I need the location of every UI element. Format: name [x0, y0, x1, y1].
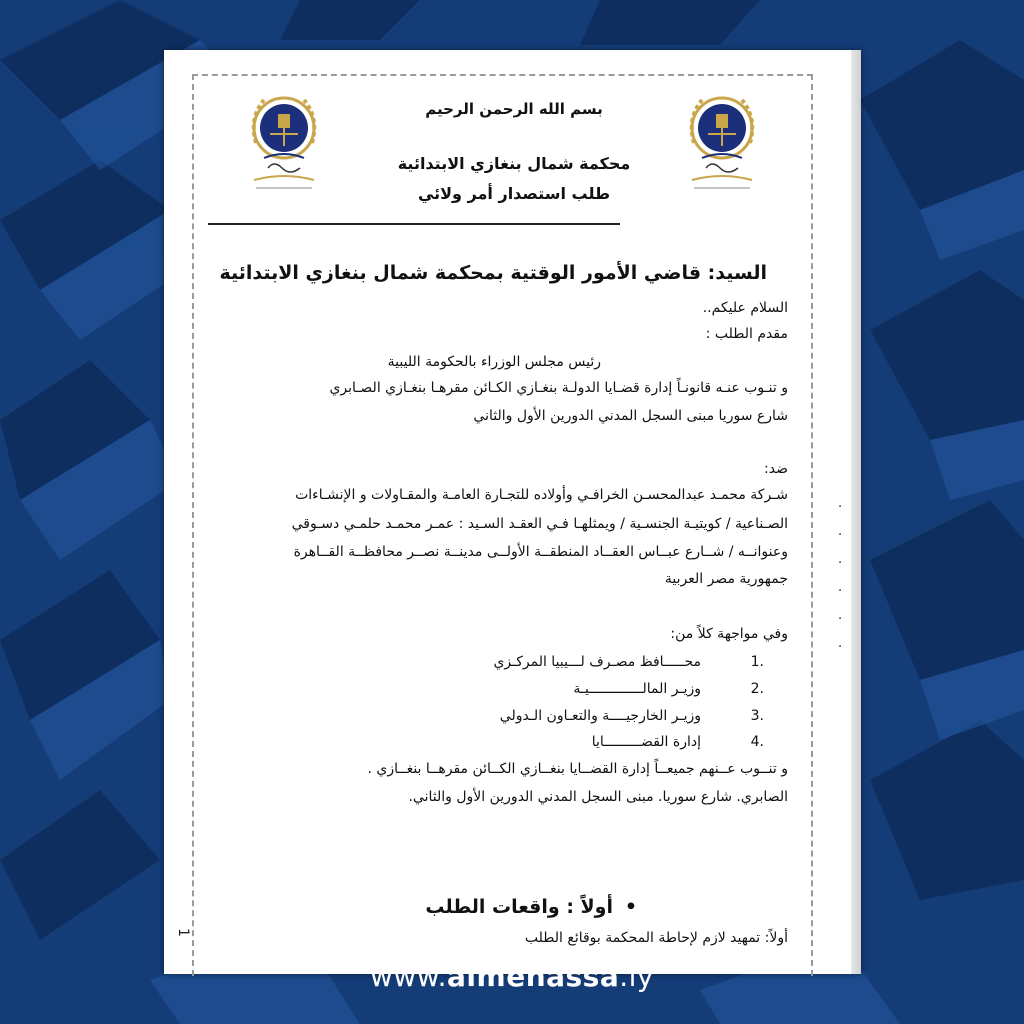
defendant-line: الصـناعية / كويتيـة الجنسـية / ويمثلهـا فـي العقـد السـيد : عمـر محمـد حلمـي دسـوقي [291, 516, 788, 532]
side-mark: . [838, 552, 843, 567]
side-marks [838, 490, 850, 670]
section-heading: أولاً : واقعات الطلب [425, 896, 613, 918]
applicant-address: شارع سوريا مبنى السجل المدني الدورين الأول والثاني [473, 408, 788, 424]
greeting: السلام عليكم.. [702, 300, 788, 316]
court-name: محكمة شمال بنغازي الابتدائية [397, 154, 631, 173]
defendant-line: جمهورية مصر العربية [664, 571, 788, 587]
parties-address: الصابري. شارع سوريا. مبنى السجل المدني الدورين الأول والثاني. [408, 789, 788, 805]
side-mark: . [838, 636, 843, 651]
facing-label: وفي مواجهة كلاً من: [670, 626, 788, 642]
url-prefix: www. [370, 960, 448, 993]
party-number: .3 [750, 708, 764, 724]
party-name: محـــــافظ مصـرف لـــيبيا المركـزي [493, 654, 701, 670]
applicant-name: رئيس مجلس الوزراء بالحكومة الليبية [387, 354, 601, 370]
judiciary-seal-icon [234, 88, 334, 208]
party-number: .4 [750, 734, 764, 750]
side-mark: . [838, 496, 843, 511]
page-number: 1 [175, 928, 191, 937]
party-name: إدارة القضـــــــــايا [591, 734, 701, 750]
side-mark: . [838, 580, 843, 595]
applicant-label: مقدم الطلب : [705, 326, 788, 342]
header-divider [208, 223, 620, 225]
against-label: ضد: [764, 461, 788, 477]
url-brand: almehassa [447, 960, 620, 993]
applicant-representative: و تنـوب عنـه قانونـاً إدارة قضـايا الدولـة بنغـازي الكـائن مقرهـا بنغـازي الصـابري [329, 380, 788, 396]
side-mark: . [838, 608, 843, 623]
party-name: وزيـر المالـــــــــــــيـة [573, 681, 701, 697]
party-name: وزيـر الخارجيــــة والتعـاون الـدولي [499, 708, 701, 724]
defendant-line: وعنوانــه / شــارع عبــاس العقــاد المنطقــة الأولــى مدينــة نصــر محافظــة القــاهرة [293, 544, 788, 560]
basmala: بسم الله الرحمن الرحيم [425, 100, 603, 118]
document-page [164, 50, 861, 974]
url-suffix: .ly [619, 960, 654, 993]
defendant-line: شـركة محمـد عبدالمحسـن الخرافـي وأولاده للتجـارة العامـة والمقـاولات و الإنشـاءات [295, 487, 788, 503]
addressee: السيد: قاضي الأمور الوقتية بمحكمة شمال بنغازي الابتدائية [219, 262, 767, 284]
website-url[interactable] [0, 960, 1024, 993]
judiciary-seal-icon [672, 88, 772, 208]
page-edge [851, 50, 861, 974]
party-number: .1 [750, 654, 764, 670]
bullet-icon: • [624, 896, 637, 918]
party-number: .2 [750, 681, 764, 697]
section-first-line: أولاً: تمهيد لازم لإحاطة المحكمة بوقائع الطلب [524, 930, 788, 946]
side-mark: . [838, 524, 843, 539]
request-type: طلب استصدار أمر ولائي [417, 184, 611, 203]
parties-representative: و تنــوب عــنهم جميعــاً إدارة القضــايا بنغــازي الكــائن مقرهــا بنغــازي . [367, 761, 788, 777]
